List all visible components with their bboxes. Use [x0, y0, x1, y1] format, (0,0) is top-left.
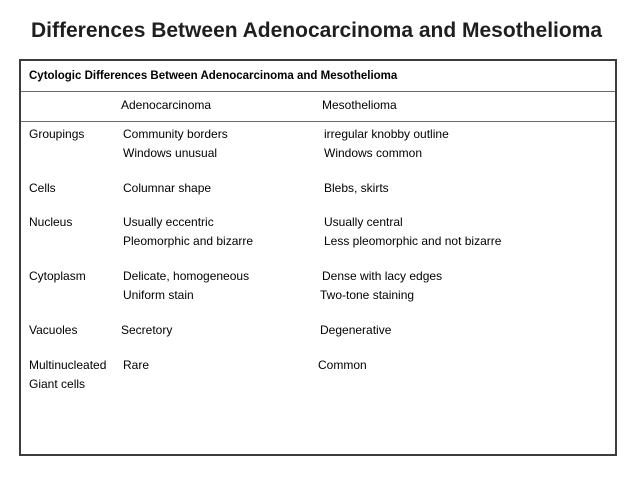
table-caption: Cytologic Differences Between Adenocarcinoma and Mesothelioma [29, 70, 398, 82]
row-feature-cells: Cells [29, 181, 56, 195]
cytoplasm-mesothelioma-1: Dense with lacy edges [322, 269, 443, 283]
column-header-adenocarcinoma: Adenocarcinoma [121, 98, 212, 112]
multinucleated-mesothelioma-1: Common [318, 358, 367, 372]
caption-divider [21, 91, 615, 92]
nucleus-adenocarcinoma-2: Pleomorphic and bizarre [123, 234, 254, 248]
slide-title: Differences Between Adenocarcinoma and Mesothelioma [31, 19, 603, 42]
cells-mesothelioma-1: Blebs, skirts [324, 181, 389, 195]
row-feature-nucleus: Nucleus [29, 215, 73, 229]
cytoplasm-adenocarcinoma-2: Uniform stain [123, 288, 194, 302]
groupings-mesothelioma-1: irregular knobby outline [324, 127, 449, 141]
nucleus-mesothelioma-2: Less pleomorphic and not bizarre [324, 234, 502, 248]
cytoplasm-mesothelioma-2: Two-tone staining [320, 288, 415, 302]
cells-adenocarcinoma-1: Columnar shape [123, 181, 212, 195]
groupings-adenocarcinoma-2: Windows unusual [123, 146, 218, 160]
groupings-mesothelioma-2: Windows common [324, 146, 423, 160]
row-feature-cytoplasm: Cytoplasm [29, 269, 86, 283]
row-feature-groupings: Groupings [29, 127, 85, 141]
cytoplasm-adenocarcinoma-1: Delicate, homogeneous [123, 269, 250, 283]
vacuoles-adenocarcinoma-1: Secretory [121, 323, 173, 337]
header-divider [21, 121, 615, 122]
row-feature-vacuoles: Vacuoles [29, 323, 78, 337]
multinucleated-adenocarcinoma-1: Rare [123, 358, 150, 372]
groupings-adenocarcinoma-1: Community borders [123, 127, 228, 141]
comparison-table [19, 59, 617, 456]
row-feature-giant-cells: Giant cells [29, 377, 86, 391]
row-feature-multinucleated: Multinucleated [29, 358, 107, 372]
vacuoles-mesothelioma-1: Degenerative [320, 323, 392, 337]
nucleus-adenocarcinoma-1: Usually eccentric [123, 215, 214, 229]
column-header-mesothelioma: Mesothelioma [322, 98, 397, 112]
nucleus-mesothelioma-1: Usually central [324, 215, 403, 229]
